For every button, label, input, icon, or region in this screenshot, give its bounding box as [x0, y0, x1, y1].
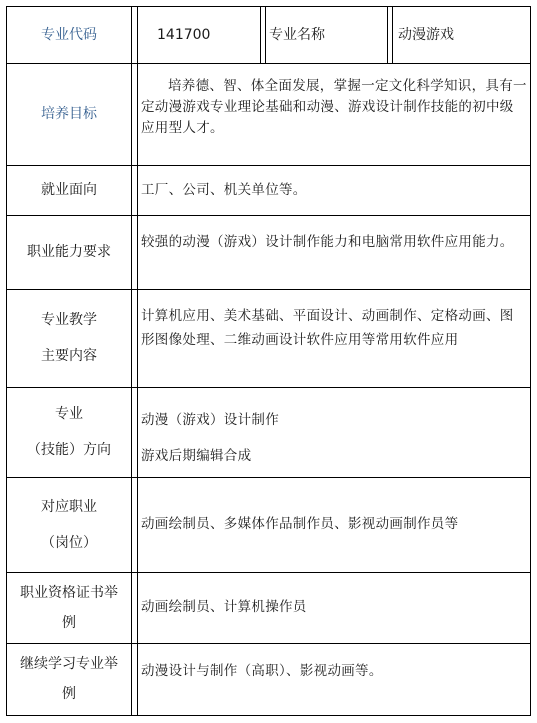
further-study-label [7, 643, 131, 715]
certificate-label [7, 572, 131, 643]
ability-text: 较强的动漫（游戏）设计制作能力和电脑常用软件应用能力。 [141, 234, 514, 250]
column-divider [265, 7, 266, 63]
certificate-text: 动画绘制员、计算机操作员 [141, 599, 307, 615]
label-line: 培养目标 [41, 106, 97, 122]
column-divider [260, 7, 261, 63]
column-divider [387, 7, 388, 63]
skill-direction-text [141, 402, 527, 474]
teaching-content-text: 计算机应用、美术基础、平面设计、动画制作、定格动画、图形图像处理、二维动画设计软件应用等常用软件应用 [141, 308, 514, 348]
label-line: 专业教学 [41, 312, 97, 328]
label-line: 职业能力要求 [27, 244, 111, 260]
column-divider [392, 7, 393, 63]
label-line: 例 [62, 686, 76, 702]
column-divider [131, 7, 132, 715]
label-line: （技能）方向 [27, 442, 111, 458]
program-code-label: 专业代码 [41, 27, 97, 43]
training-goal-label [7, 63, 131, 165]
program-code-value: 141700 [157, 27, 211, 43]
direction-item: 游戏后期编辑合成 [141, 448, 252, 464]
program-name-label: 专业名称 [269, 27, 325, 43]
skill-direction-label [7, 387, 131, 477]
program-name-value: 动漫游戏 [398, 27, 454, 43]
label-line: 例 [62, 614, 76, 631]
label-line: 职业资格证书举 [20, 584, 118, 601]
employment-text: 工厂、公司、机关单位等。 [141, 182, 307, 198]
label-line: 继续学习专业举 [20, 656, 118, 672]
label-line: （岗位） [41, 534, 97, 551]
training-goal-text: 培养德、智、体全面发展，掌握一定文化科学知识，具有一定动漫游戏专业理论基础和动漫、游戏设计制作技能的初中级应用型人才。 [141, 78, 527, 136]
ability-label [7, 215, 131, 289]
direction-item: 动漫（游戏）设计制作 [141, 412, 279, 428]
occupation-label [7, 477, 131, 572]
employment-label [7, 165, 131, 215]
label-line: 主要内容 [41, 348, 97, 364]
label-line: 就业面向 [41, 182, 97, 198]
teaching-content-label [7, 289, 131, 387]
label-line: 专业 [55, 406, 83, 422]
column-divider [137, 7, 138, 715]
further-study-text: 动漫设计与制作（高职）、影视动画等。 [141, 663, 383, 679]
label-line: 对应职业 [41, 498, 97, 515]
occupation-text: 动画绘制员、多媒体作品制作员、影视动画制作员等 [141, 516, 459, 532]
program-info-table [6, 6, 531, 716]
